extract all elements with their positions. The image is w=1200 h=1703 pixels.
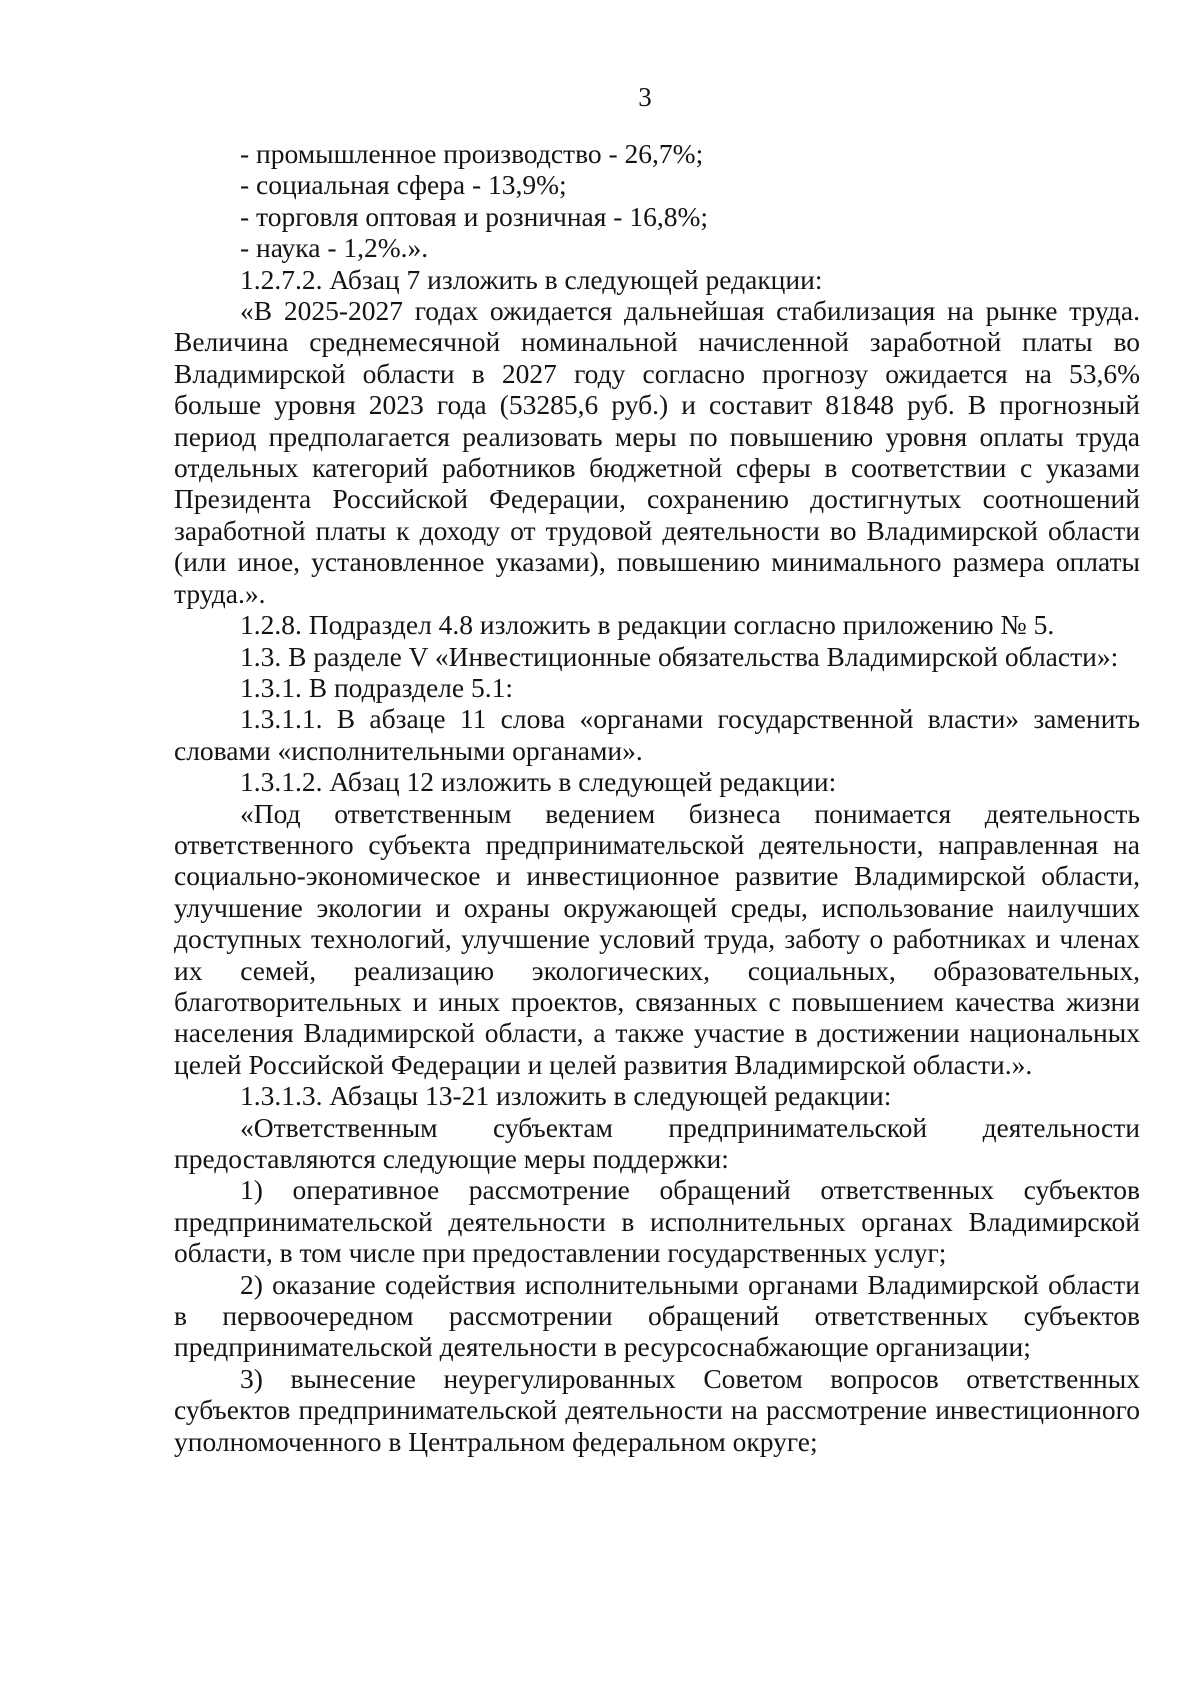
clause-1-3-1-3: 1.3.1.3. Абзацы 13-21 изложить в следующей редакции: [240,1080,892,1112]
support-item-3: 3) вынесение неурегулированных Советом вопросов ответственных субъектов предпринимательской деятельности на рассмотрение инвестиционного уполномоченного в Центральном федеральном округе; [174,1362,1140,1457]
paragraph-responsible-business: «Под ответственным ведением бизнеса понимается деятельность ответственного субъекта предпринимательской деятельности, направленная на социально-экономическое и инвестиционное развитие Владимирской области, улучшение экологии и охраны окружающей среды, использование наилучших доступных технологий, улучшение условий труда, заботу о работниках и членах их семей, реализацию экологических, социальных, образовательных, благотворительных и иных проектов, связанных с повышением качества жизни населения Владимирской области, а также участие в достижении национальных целей Российской Федерации и целей развития Владимирской области.». [174,797,1140,1080]
document-body [174,138,1140,1457]
clause-1-3-1: 1.3.1. В подразделе 5.1: [240,671,513,703]
clause-1-3-1-2: 1.3.1.2. Абзац 12 изложить в следующей редакции: [240,766,837,798]
clause-1-2-7-2: 1.2.7.2. Абзац 7 изложить в следующей редакции: [240,263,823,295]
list-item-trade: - торговля оптовая и розничная - 16,8%; [240,200,708,232]
paragraph-support-measures: «Ответственным субъектам предпринимательской деятельности предоставляются следующие меры поддержки: [174,1111,1140,1174]
list-item-social: - социальная сфера - 13,9%; [240,169,567,201]
page-number: 3 [638,82,652,112]
support-item-2: 2) оказание содействия исполнительными органами Владимирской области в первоочередном рассмотрении обращений ответственных субъектов предпринимательской деятельности в ресурсоснабжающие организации; [174,1268,1140,1363]
list-item-science: - наука - 1,2%.». [240,232,429,264]
list-item-industry: - промышленное производство - 26,7%; [240,138,704,169]
paragraph-labor-market: «В 2025-2027 годах ожидается дальнейшая стабилизация на рынке труда. Величина среднемесячной номинальной начисленной заработной платы во Владимирской области в 2027 году согласно прогнозу ожидается на 53,6% больше уровня 2023 года (53285,6 руб.) и составит 81848 руб. В прогнозный период предполагается реализовать меры по повышению уровня оплаты труда отдельных категорий работников бюджетной сферы в соответствии с указами Президента Российской Федерации, сохранению достигнутых соотношений заработной платы к доходу от трудовой деятельности во Владимирской области (или иное, установленное указами), повышению минимального размера оплаты труда.». [174,295,1140,609]
support-item-1: 1) оперативное рассмотрение обращений ответственных субъектов предпринимательской деятельности в исполнительных органах Владимирской области, в том числе при предоставлении государственных услуг; [174,1174,1140,1269]
clause-1-3: 1.3. В разделе V «Инвестиционные обязательства Владимирской области»: [240,640,1119,672]
clause-1-3-1-1: 1.3.1.1. В абзаце 11 слова «органами государственной власти» заменить словами «исполнительными органами». [174,703,1140,766]
clause-1-2-8: 1.2.8. Подраздел 4.8 изложить в редакции согласно приложению № 5. [240,609,1055,641]
